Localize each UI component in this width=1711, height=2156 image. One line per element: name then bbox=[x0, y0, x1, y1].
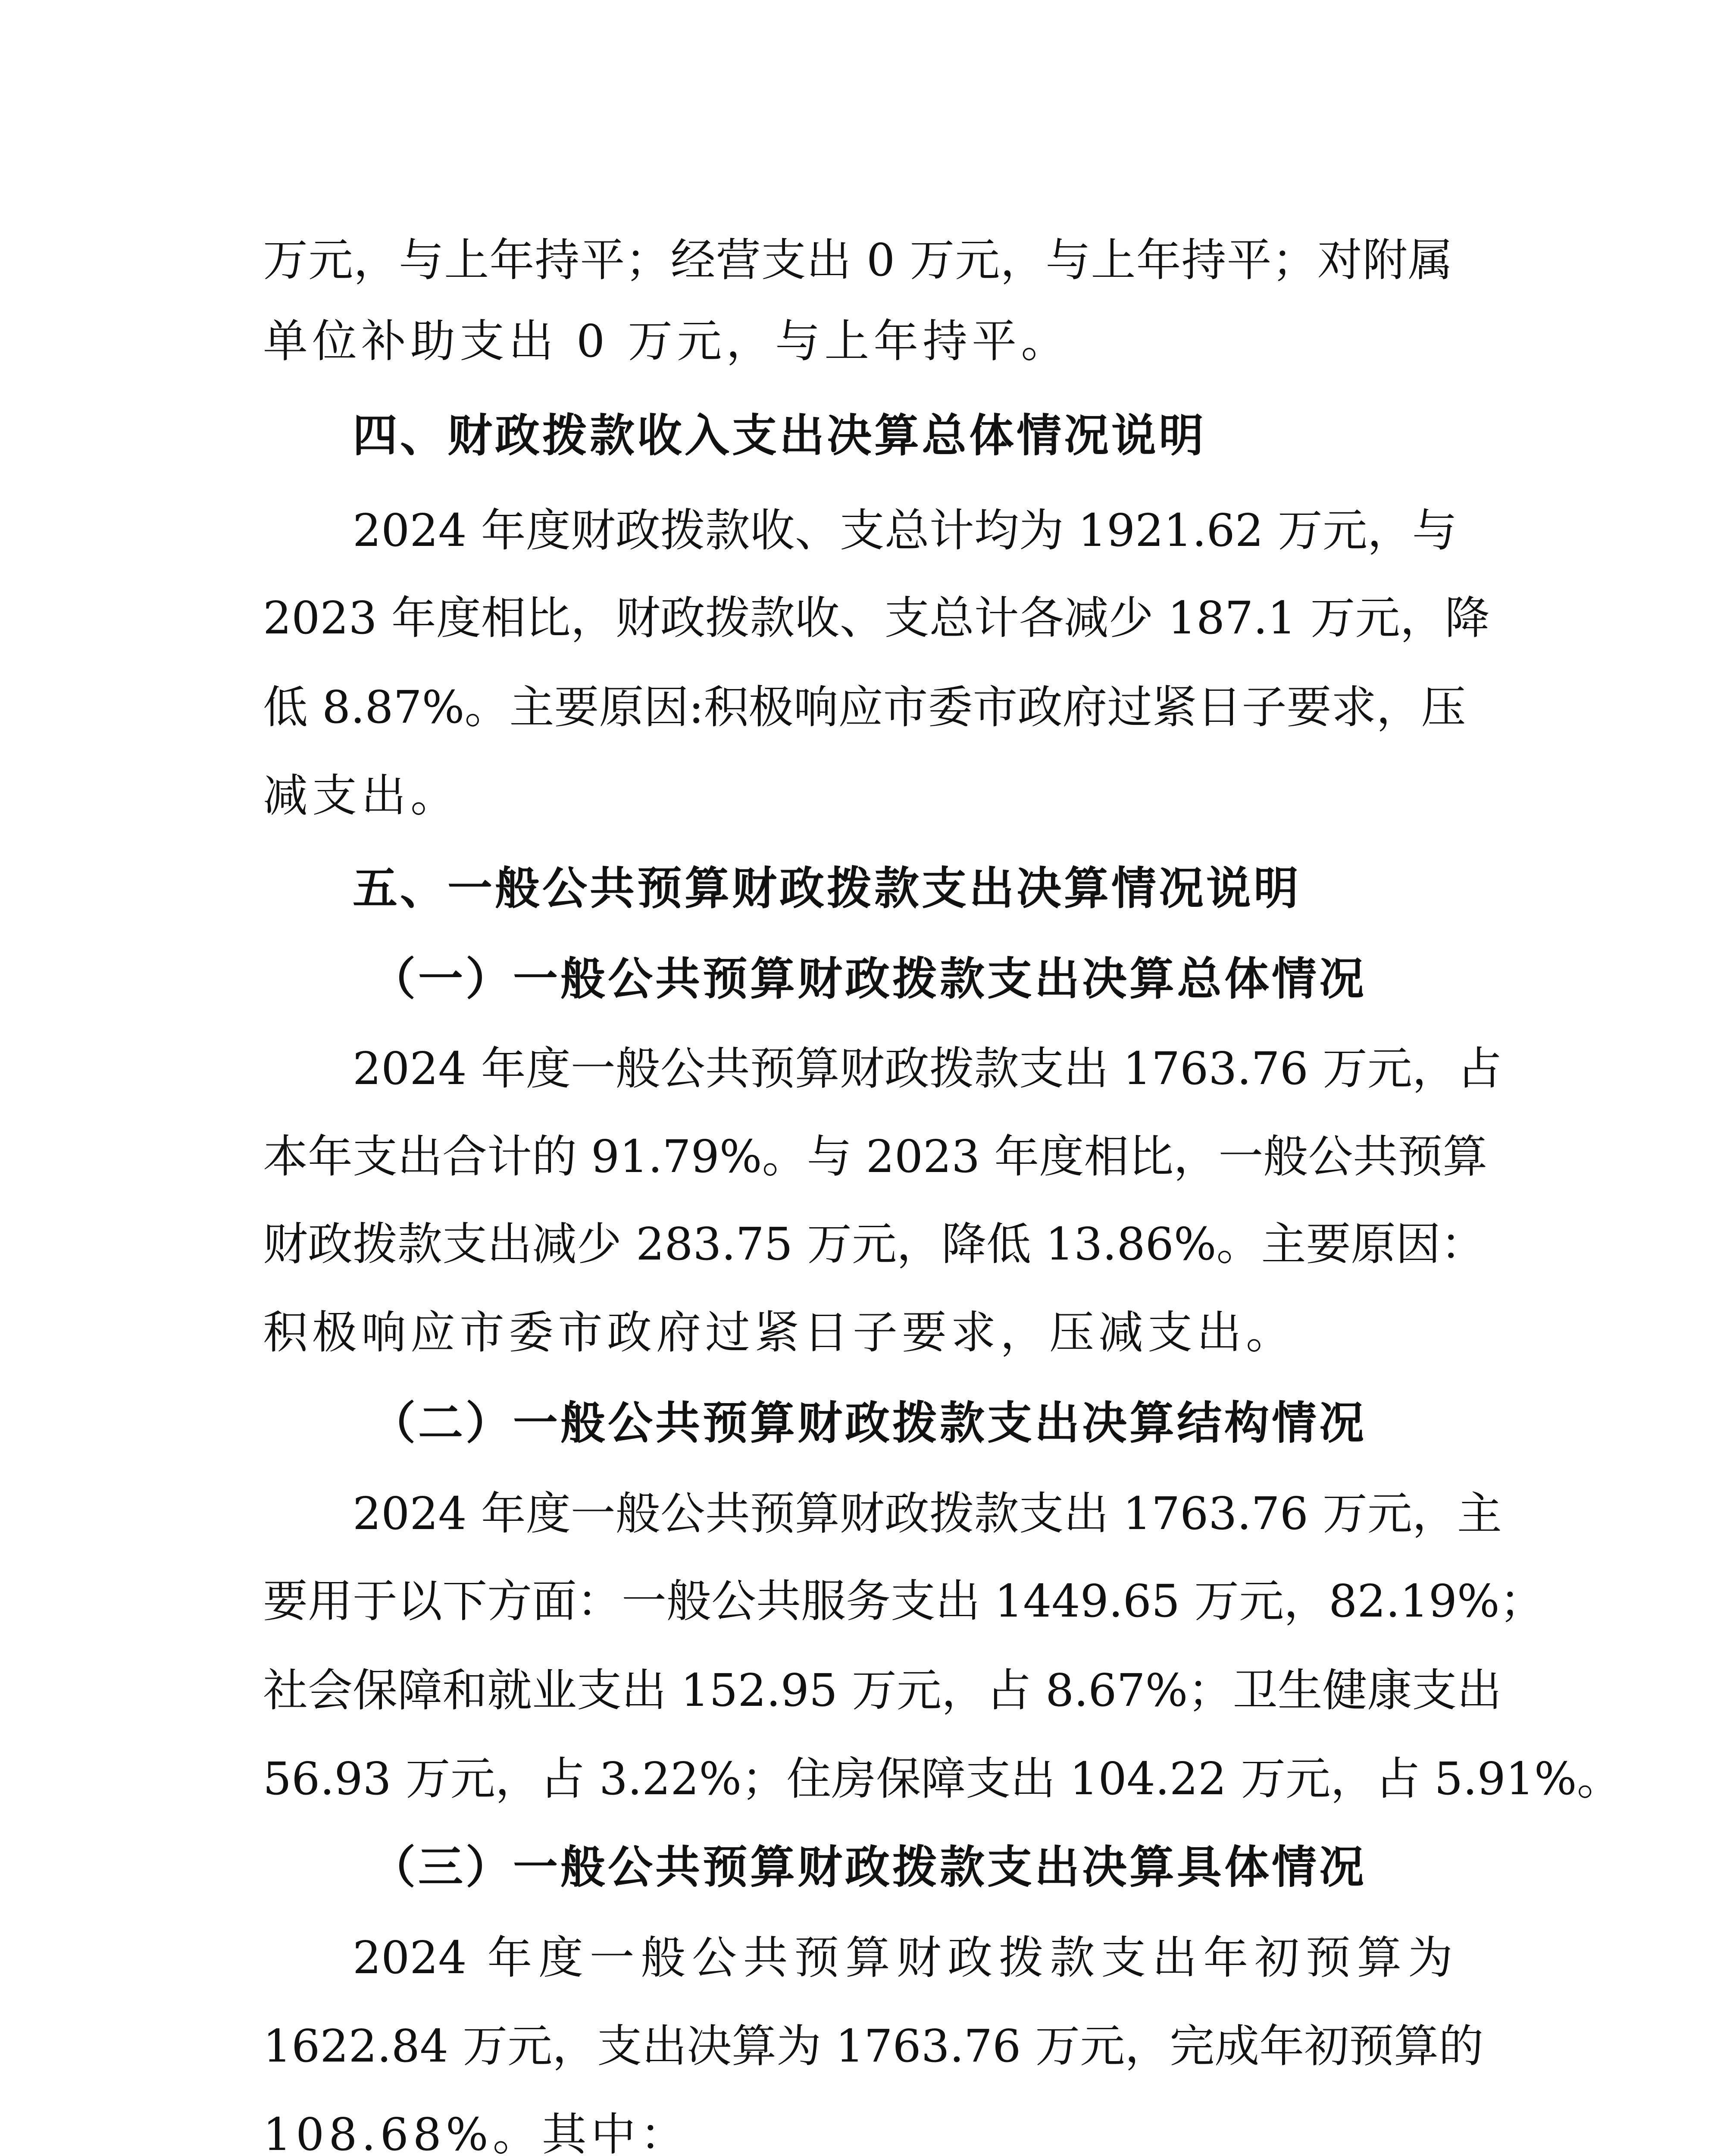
paragraph-line: 财政拨款支出减少 283.75 万元，降低 13.86%。主要原因： bbox=[263, 1218, 1486, 1270]
paragraph-line: 社会保障和就业支出 152.95 万元，占 8.67%；卫生健康支出 bbox=[263, 1664, 1502, 1717]
paragraph-line: 108.68%。其中： bbox=[263, 2108, 689, 2156]
paragraph-line: 1622.84 万元，支出决算为 1763.76 万元，完成年初预算的 bbox=[263, 2020, 1484, 2072]
paragraph-line: 积极响应市委市政府过紧日子要求，压减支出。 bbox=[263, 1306, 1295, 1359]
paragraph-line: 低 8.87%。主要原因:积极响应市委市政府过紧日子要求，压 bbox=[263, 681, 1466, 733]
subsection-heading-2: （二）一般公共预算财政拨款支出决算结构情况 bbox=[371, 1397, 1367, 1449]
paragraph-line: 单位补助支出 0 万元，与上年持平。 bbox=[263, 315, 1070, 367]
paragraph-line: 56.93 万元，占 3.22%；住房保障支出 104.22 万元，占 5.91%。 bbox=[263, 1752, 1622, 1805]
paragraph-line: 2024 年度财政拨款收、支总计均为 1921.62 万元，与 bbox=[353, 504, 1457, 557]
paragraph-line: 2024 年度一般公共预算财政拨款支出 1763.76 万元，占 bbox=[353, 1042, 1502, 1095]
paragraph-line: 2024 年度一般公共预算财政拨款支出年初预算为 bbox=[353, 1931, 1453, 1984]
subsection-heading-1: （一）一般公共预算财政拨款支出决算总体情况 bbox=[371, 953, 1367, 1005]
paragraph-line: 2023 年度相比，财政拨款收、支总计各减少 187.1 万元，降 bbox=[263, 592, 1490, 644]
subsection-heading-3: （三）一般公共预算财政拨款支出决算具体情况 bbox=[371, 1841, 1367, 1893]
paragraph-line: 万元，与上年持平；经营支出 0 万元，与上年持平；对附属 bbox=[263, 234, 1453, 286]
paragraph-line: 减支出。 bbox=[263, 769, 460, 822]
paragraph-line: 2024 年度一般公共预算财政拨款支出 1763.76 万元，主 bbox=[353, 1487, 1502, 1540]
paragraph-line: 要用于以下方面：一般公共服务支出 1449.65 万元，82.19%； bbox=[263, 1575, 1545, 1627]
section-heading-5: 五、一般公共预算财政拨款支出决算情况说明 bbox=[353, 862, 1301, 915]
section-heading-4: 四、财政拨款收入支出决算总体情况说明 bbox=[353, 409, 1207, 462]
paragraph-line: 本年支出合计的 91.79%。与 2023 年度相比，一般公共预算 bbox=[263, 1130, 1488, 1183]
